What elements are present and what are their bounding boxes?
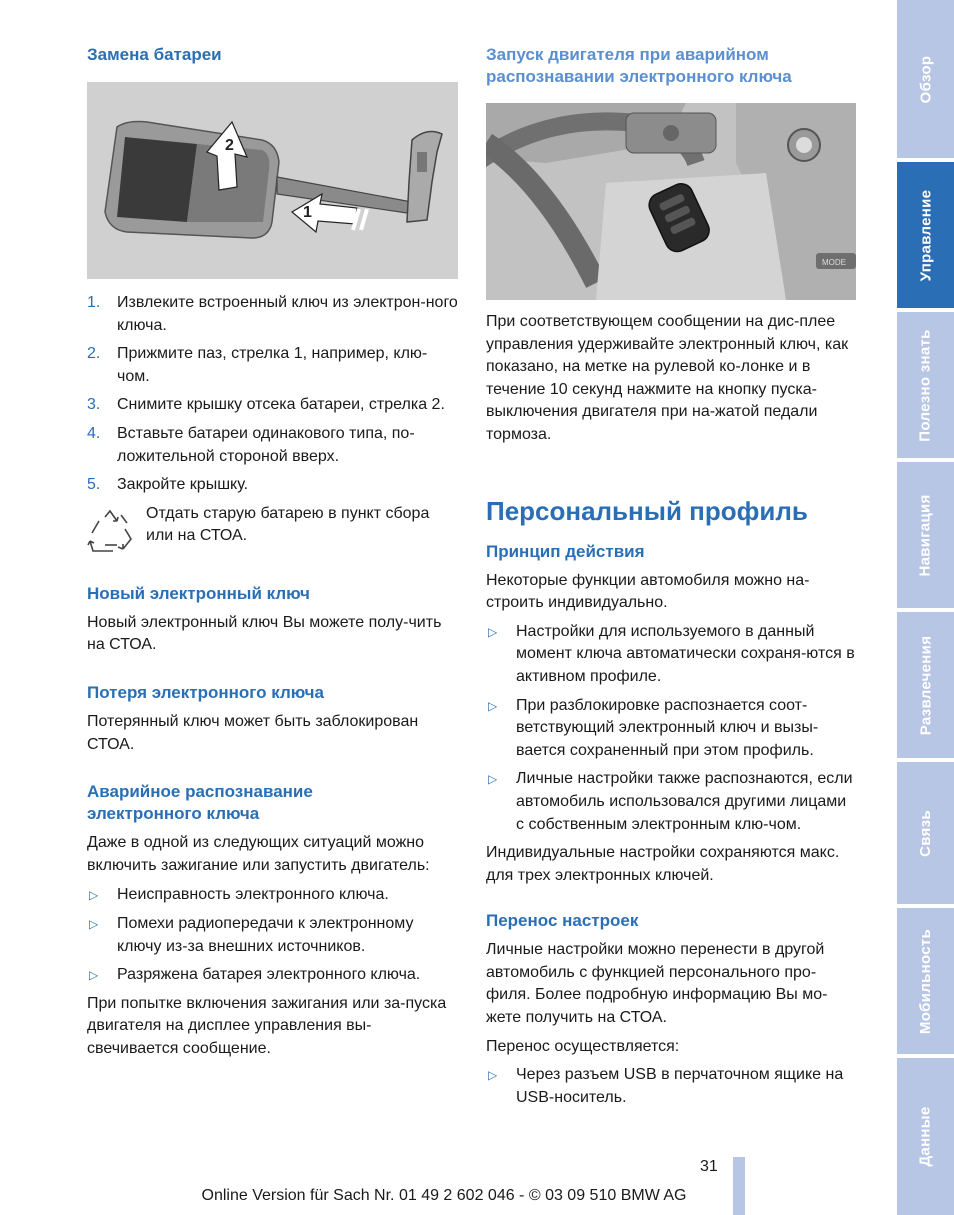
step-item: 2. Прижмите паз, стрелка 1, например, клю-чом.	[87, 345, 428, 385]
tab-communication[interactable]: Связь	[897, 762, 954, 904]
transfer-text: Личные настройки можно перенести в другой автомобиль с функцией персонального про-филя. Более подробную информацию Вы мо-жете получить на СТОА.	[486, 941, 828, 1027]
triangle-bullet-icon: ▷	[89, 968, 99, 983]
list-item: ▷ Помехи радиопередачи к электронному ключу из-за внешних источников.	[89, 914, 414, 955]
lost-key-text: Потерянный ключ может быть заблокирован СТОА.	[87, 712, 419, 753]
list-item: ▷ Личные настройки также распознаются, если автомобиль использовался другими лицами с собственным электронным клю-чом.	[488, 770, 853, 833]
battery-steps	[87, 292, 459, 497]
left-column	[87, 44, 459, 1060]
lost-key-heading: Потеря электронного ключа	[87, 682, 324, 702]
emergency-start-text: При соответствующем сообщении на дис-плее управления удерживайте электронный ключ, как показано, на метке на рулевой ко-лонке и в течение 10 секунд нажмите на кнопку пуска-выключения двигателя при на-жатой педали тормоза.	[486, 313, 849, 443]
triangle-bullet-icon: ▷	[488, 772, 498, 787]
triangle-bullet-icon: ▷	[89, 888, 99, 903]
new-key-text: Новый электронный ключ Вы можете полу-чить на СТОА.	[87, 613, 442, 654]
principle-heading: Принцип действия	[486, 541, 645, 561]
steering-column-figure	[486, 103, 856, 300]
new-key-heading: Новый электронный ключ	[87, 583, 310, 603]
principle-intro: Некоторые функции автомобиля можно на-строить индивидуально.	[486, 571, 810, 612]
recycle-icon	[87, 509, 133, 555]
emergency-intro: Даже в одной из следующих ситуаций можно включить зажигание или запустить двигатель:	[87, 834, 430, 874]
list-item: ▷ Неисправность электронного ключа.	[87, 884, 459, 907]
page-number: 31	[700, 1158, 718, 1175]
tab-controls[interactable]: Управление	[897, 162, 954, 308]
recycle-note	[87, 503, 459, 555]
transfer-how: Перенос осуществляется:	[486, 1037, 680, 1055]
battery-heading: Замена батареи	[87, 45, 222, 64]
personal-profile-title: Персональный профиль	[486, 495, 808, 526]
tab-entertainment[interactable]: Развлечения	[897, 612, 954, 758]
list-item: ▷ При разблокировке распознается соот-ветствующий электронный ключ и вызы-вается сохраненный при этом профиль.	[488, 696, 819, 759]
tab-mobility[interactable]: Мобильность	[897, 908, 954, 1054]
arrow-2-label: 2	[225, 137, 234, 154]
step-item: 5. Закройте крышку.	[87, 476, 249, 494]
step-item: 1. Извлеките встроенный ключ из электрон-ного ключа.	[87, 294, 458, 334]
emergency-list	[87, 884, 459, 986]
triangle-bullet-icon: ▷	[488, 698, 498, 713]
tab-navigation[interactable]: Навигация	[897, 462, 954, 608]
triangle-bullet-icon: ▷	[488, 1068, 498, 1083]
list-item: ▷ Настройки для используемого в данный момент ключа автоматически сохраня-ются в активном профиле.	[488, 622, 855, 685]
emergency-outro: При попытке включения зажигания или за-пуска двигателя на дисплее управления вы-свечивается сообщение.	[87, 994, 447, 1057]
key-illustration	[87, 82, 458, 279]
tab-useful-info[interactable]: Полезно знать	[897, 312, 954, 458]
step-item: 4. Вставьте батареи одинакового типа, по-ложительной стороной вверх.	[87, 424, 415, 465]
tab-data[interactable]: Данные	[897, 1058, 954, 1215]
emergency-heading: Аварийное распознавание электронного ключа	[87, 782, 313, 824]
list-item: ▷ Через разъем USB в перчаточном ящике на USB-носитель.	[488, 1066, 844, 1106]
emergency-start-heading: Запуск двигателя при аварийном распознавании электронного ключа	[486, 45, 792, 86]
mode-button-label: MODE	[822, 258, 846, 267]
tab-overview[interactable]: Обзор	[897, 0, 954, 158]
footer-copyright: Online Version für Sach Nr. 01 49 2 602 046 - © 03 09 510 BMW AG	[201, 1187, 687, 1204]
right-column	[486, 44, 858, 1115]
transfer-list	[486, 1064, 858, 1109]
list-item: ▷ Разряжена батарея электронного ключа.	[87, 964, 459, 987]
recycle-text: Отдать старую батарею в пункт сбора или на СТОА.	[146, 504, 430, 545]
principle-outro: Индивидуальные настройки сохраняются макс. для трех электронных ключей.	[486, 844, 840, 884]
steering-illustration	[486, 103, 856, 300]
triangle-bullet-icon: ▷	[89, 916, 99, 931]
triangle-bullet-icon: ▷	[488, 624, 498, 639]
principle-list	[486, 621, 858, 836]
transfer-heading: Перенос настроек	[486, 911, 639, 931]
page-number-bar	[733, 1157, 745, 1215]
key-battery-figure	[87, 82, 458, 279]
arrow-1-label: 1	[303, 204, 312, 221]
step-item: 3. Снимите крышку отсека батареи, стрелка 2.	[87, 396, 445, 414]
chapter-sidebar	[897, 0, 954, 1215]
